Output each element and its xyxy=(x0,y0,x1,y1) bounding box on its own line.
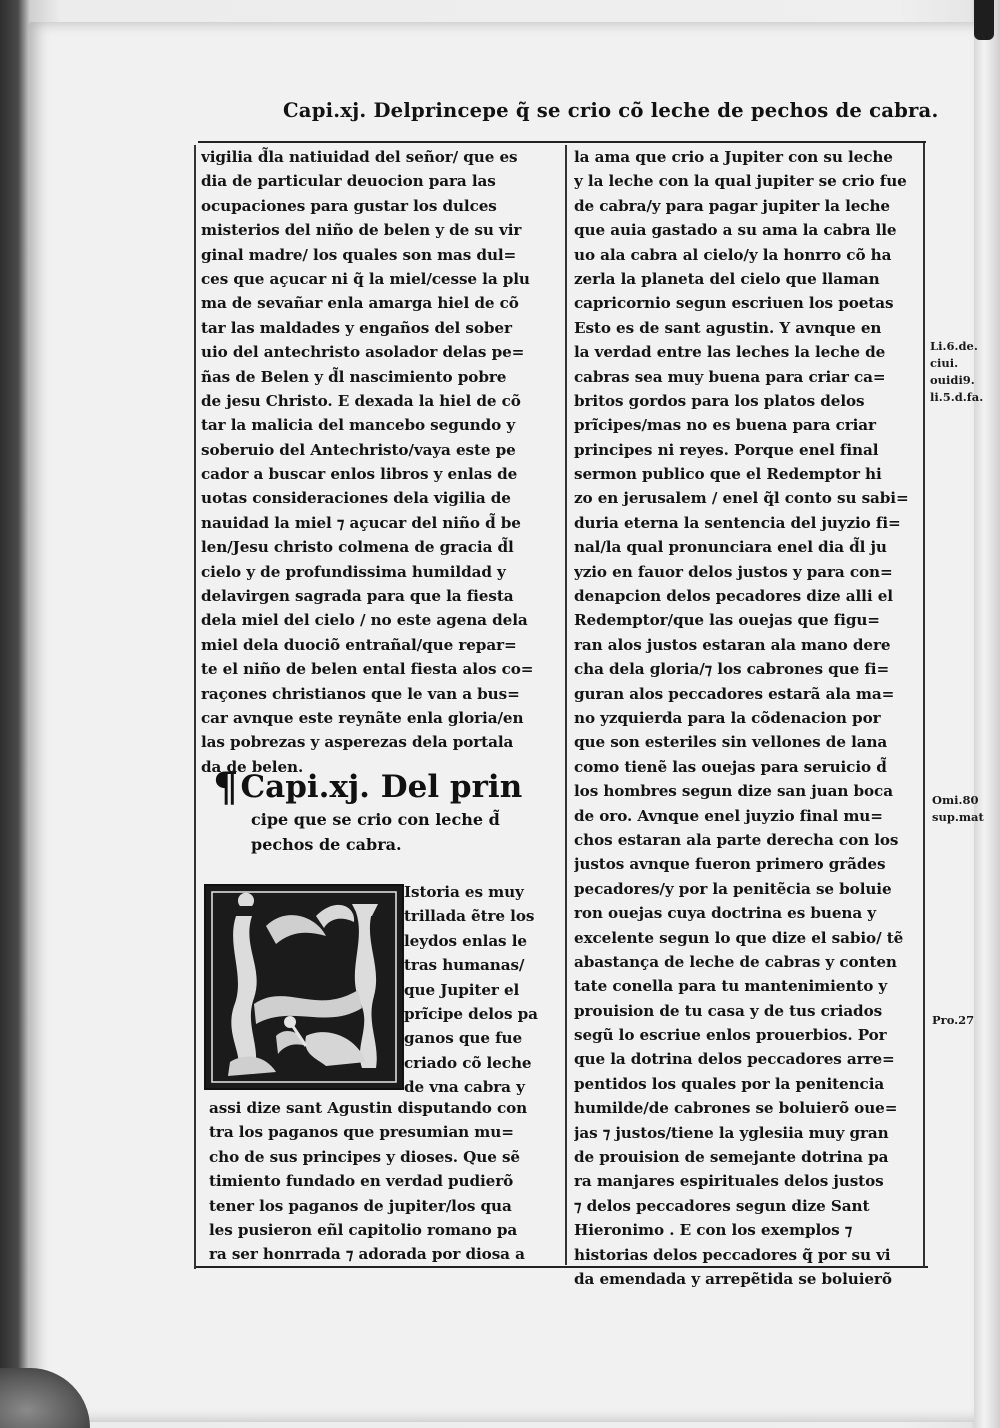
binding-clip xyxy=(974,0,994,40)
left-column-beside-initial xyxy=(404,880,564,1100)
text-line: principes ni reyes. Porque enel final xyxy=(574,440,879,459)
text-line: trillada ẽtre los xyxy=(404,907,535,926)
chapter-heading-line3: pechos de cabra. xyxy=(251,835,402,854)
pilcrow-icon: ¶ xyxy=(213,764,239,811)
text-line: pecadores/y por la penitẽcia se boluie xyxy=(574,879,892,898)
text-line: de jesu Christo. E dexada la hiel de cõ xyxy=(201,391,521,410)
text-line: ⁊ delos peccadores segun dize Sant xyxy=(574,1196,870,1215)
margin-note-line: Omi.80 xyxy=(932,793,979,807)
text-line: de vna cabra y xyxy=(404,1078,525,1097)
text-line: car avnque este reynãte enla gloria/en xyxy=(201,708,524,727)
margin-note-3 xyxy=(932,1012,974,1029)
text-line: cho de sus principes y dioses. Que sẽ xyxy=(209,1147,520,1166)
text-line: prouision de tu casa y de tus criados xyxy=(574,1001,883,1020)
text-line: tener los paganos de jupiter/los qua xyxy=(209,1196,512,1215)
text-line: soberuio del Antechristo/vaya este pe xyxy=(201,440,516,459)
text-line: len/Jesu christo colmena de gracia d̃l xyxy=(201,538,514,557)
text-line: da de belen. xyxy=(201,757,304,776)
text-line: tra los paganos que presumian mu= xyxy=(209,1123,514,1142)
text-line: guran alos peccadores estarã ala ma= xyxy=(574,684,895,703)
text-line: ra ser honrrada ⁊ adorada por diosa a xyxy=(209,1245,525,1264)
text-line: de oro. Avnque enel juyzio final mu= xyxy=(574,806,883,825)
text-line: cador a buscar enlos libros y enlas de xyxy=(201,465,518,484)
text-line: tar la malicia del mancebo segundo y xyxy=(201,416,516,435)
text-line: ces que açucar ni q̃ la miel/cesse la plu xyxy=(201,269,530,288)
text-line: ran alos justos estaran ala mano dere xyxy=(574,635,891,654)
text-line: zerla la planeta del cielo que llaman xyxy=(574,269,880,288)
text-line: Hieronimo . E con los exemplos ⁊ xyxy=(574,1221,853,1240)
text-line: no yzquierda para la cõdenacion por xyxy=(574,708,881,727)
margin-note-line: Pro.27 xyxy=(932,1013,975,1027)
text-line: ra manjares espirituales delos justos xyxy=(574,1172,884,1191)
text-line: ron ouejas cuya doctrina es buena y xyxy=(574,904,876,923)
text-line: uo ala cabra al cielo/y la honrro cõ ha xyxy=(574,245,892,264)
text-line: misterios del niño de belen y de su vir xyxy=(201,221,522,240)
text-line: assi dize sant Agustin disputando con xyxy=(209,1099,528,1117)
margin-note-2 xyxy=(932,792,984,826)
text-line: zo en jerusalem / enel q̃l conto su sabi= xyxy=(574,489,909,508)
text-line: cabras sea muy buena para criar ca= xyxy=(574,367,886,386)
text-line: vigilia d̃la natiuidad del señor/ que es xyxy=(201,148,518,166)
left-column-top xyxy=(201,145,561,779)
column-divider xyxy=(565,145,567,1265)
text-line: duria eterna la sentencia del juyzio fi= xyxy=(574,513,901,532)
text-line: Redemptor/que las ouejas que figu= xyxy=(574,611,880,630)
text-line: uotas consideraciones dela vigilia de xyxy=(201,489,511,508)
text-line: chos estaran ala parte derecha con los xyxy=(574,830,899,849)
margin-note-line: ciui. xyxy=(930,356,959,370)
text-line: de prouision de semejante dotrina pa xyxy=(574,1148,889,1167)
text-line: humilde/de cabrones se boluierõ oue= xyxy=(574,1099,898,1118)
text-line: denapcion delos pecadores dize alli el xyxy=(574,587,893,606)
chapter-heading-line1: Capi.xj. Del prin xyxy=(240,769,523,805)
text-line: leydos enlas le xyxy=(404,931,527,950)
text-line: justos avnque fueron primero grãdes xyxy=(574,855,886,874)
text-line: ginal madre/ los quales son mas dul= xyxy=(201,245,517,264)
running-head: Capi.xj. Delprincepe q̃ se crio cõ leche de pechos de cabra. xyxy=(283,98,939,122)
text-line: dela miel del cielo / no este agena dela xyxy=(201,611,528,630)
text-line: segũ lo escriue enlos prouerbios. Por xyxy=(574,1026,887,1045)
text-line: nauidad la miel ⁊ açucar del niño d̃ be xyxy=(201,513,521,532)
woodcut-initial-h-icon xyxy=(204,884,404,1090)
text-line: delavirgen sagrada para que la fiesta xyxy=(201,587,514,606)
margin-note-line: ouidi9. xyxy=(930,373,975,387)
text-line: ma de sevañar enla amarga hiel de cõ xyxy=(201,294,519,313)
text-line: excelente segun lo que dize el sabio/ tẽ xyxy=(574,928,904,947)
text-line: las pobrezas y asperezas dela portala xyxy=(201,733,514,752)
text-line: tras humanas/ xyxy=(404,956,525,975)
text-line: Istoria es muy xyxy=(404,883,524,901)
text-line: los hombres segun dize san juan boca xyxy=(574,782,893,801)
facing-page-edge xyxy=(974,0,1000,1428)
text-line: tar las maldades y engaños del sober xyxy=(201,318,512,337)
text-line: da emendada y arrepẽtida se boluierõ xyxy=(574,1269,892,1288)
text-line: que son esteriles sin vellones de lana xyxy=(574,733,888,752)
text-line: y la leche con la qual jupiter se crio fue xyxy=(574,172,907,191)
text-line: criado cõ leche xyxy=(404,1053,532,1072)
text-line: timiento fundado en verdad pudierõ xyxy=(209,1172,514,1191)
woodcut-initial-svg xyxy=(206,886,402,1088)
text-line: capricornio segun escriuen los poetas xyxy=(574,294,894,313)
text-line: tate conella para tu mantenimiento y xyxy=(574,977,888,996)
text-line: Esto es de sant agustin. Y avnque en xyxy=(574,318,882,337)
text-line: nal/la qual pronunciara enel dia d̃l ju xyxy=(574,538,887,557)
frame-rule-top xyxy=(198,141,926,143)
margin-note-line: li.5.d.fa. xyxy=(930,390,984,404)
text-line: que auia gastado a su ama la cabra lle xyxy=(574,221,897,240)
text-line: que Jupiter el xyxy=(404,980,520,999)
frame-rule-right xyxy=(923,143,925,1267)
text-line: miel dela duociõ entrañal/que repar= xyxy=(201,635,517,654)
text-line: como tienẽ las ouejas para seruicio d̃ xyxy=(574,757,887,776)
text-line: prĩcipe delos pa xyxy=(404,1004,538,1023)
text-line: de cabra/y para pagar jupiter la leche xyxy=(574,196,890,215)
text-line: jas ⁊ justos/tiene la yglesiia muy gran xyxy=(574,1123,889,1142)
text-line: te el niño de belen ental fiesta alos co= xyxy=(201,660,534,679)
text-line: abastança de leche de cabras y conten xyxy=(574,952,897,971)
chapter-heading-line2: cipe que se crio con leche d̃ xyxy=(251,810,500,829)
text-line: prĩcipes/mas no es buena para criar xyxy=(574,416,876,435)
text-line: raçones christianos que le van a bus= xyxy=(201,684,520,703)
right-column xyxy=(574,145,920,1291)
margin-note-1 xyxy=(930,338,983,406)
text-line: la ama que crio a Jupiter con su leche xyxy=(574,148,893,166)
text-line: dia de particular deuocion para las xyxy=(201,172,496,191)
text-line: ganos que fue xyxy=(404,1029,523,1048)
text-line: les pusieron eñl capitolio romano pa xyxy=(209,1220,518,1239)
text-line: uio del antechristo asolador delas pe= xyxy=(201,343,525,362)
text-line: cha dela gloria/⁊ los cabrones que fi= xyxy=(574,660,890,679)
text-line: que la dotrina delos peccadores arre= xyxy=(574,1050,895,1069)
left-column-bottom xyxy=(209,1096,564,1267)
text-line: pentidos los quales por la penitencia xyxy=(574,1074,885,1093)
text-line: sermon publico que el Redemptor hi xyxy=(574,465,882,484)
margin-note-line: sup.mat xyxy=(932,810,984,824)
margin-note-line: Li.6.de. xyxy=(930,339,978,353)
text-line: historias delos peccadores q̃ por su vi xyxy=(574,1245,891,1264)
text-line: ñas de Belen y d̃l nascimiento pobre xyxy=(201,367,507,386)
frame-rule-left xyxy=(194,145,196,1269)
text-line: ocupaciones para gustar los dulces xyxy=(201,196,497,215)
text-line: britos gordos para los platos delos xyxy=(574,391,865,410)
text-line: la verdad entre las leches la leche de xyxy=(574,343,886,362)
text-line: yzio en fauor delos justos y para con= xyxy=(574,562,893,581)
text-line: cielo y de profundissima humildad y xyxy=(201,562,506,581)
